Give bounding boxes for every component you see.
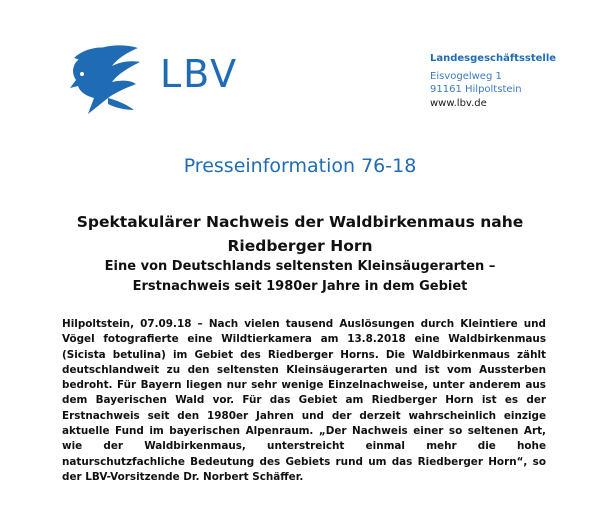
lbv-logo-text: LBV xyxy=(160,52,239,96)
office-label: Landesgeschäftsstelle xyxy=(430,53,557,64)
address-block xyxy=(430,52,590,110)
kingfisher-bird-icon xyxy=(68,40,160,120)
subheadline: Eine von Deutschlands seltensten Kleinsäugerarten – Erstnachweis seit 1980er Jahre in dem Gebiet xyxy=(104,259,496,294)
body-paragraph: Hilpoltstein, 07.09.18 – Nach vielen tausend Auslösungen durch Kleintiere und Vögel fotografierte eine Wildtierkamera am 13.8.2018 eine Waldbirkenmaus (Sicista betulina) im Gebiet des Riedberger Horns. Die Waldbirkenmaus zählt deutschlandweit zu den seltensten Kleinsäugerarten und ist vom Aussterben bedroht. Für Bayern liegen nur sehr wenige Einzelnachweise, unter anderem aus dem Bayerischen Wald vor. Für das Gebiet am Riedberger Horn ist es der Erstnachweis seit den 1980er Jahren und der derzeit wahrscheinlich einzige aktuelle Fund im bayerischen Alpenraum. „Der Nachweis einer so seltenen Art, wie der Waldbirkenmaus, unterstreicht einmal mehr die hohe naturschutzfachliche Bedeutung des Gebiets rund um das Riedberger Horn“, so der LBV-Vorsitzende Dr. Norbert Schäffer. xyxy=(62,318,546,483)
lbv-logo xyxy=(68,40,243,120)
city-address: 91161 Hilpoltstein xyxy=(430,84,522,95)
street-address: Eisvogelweg 1 xyxy=(430,70,502,82)
press-title: Presseinformation 76-18 xyxy=(183,155,417,177)
headline: Spektakulärer Nachweis der Waldbirkenmaus nahe Riedberger Horn xyxy=(76,213,524,255)
website-link[interactable]: www.lbv.de xyxy=(430,97,487,109)
